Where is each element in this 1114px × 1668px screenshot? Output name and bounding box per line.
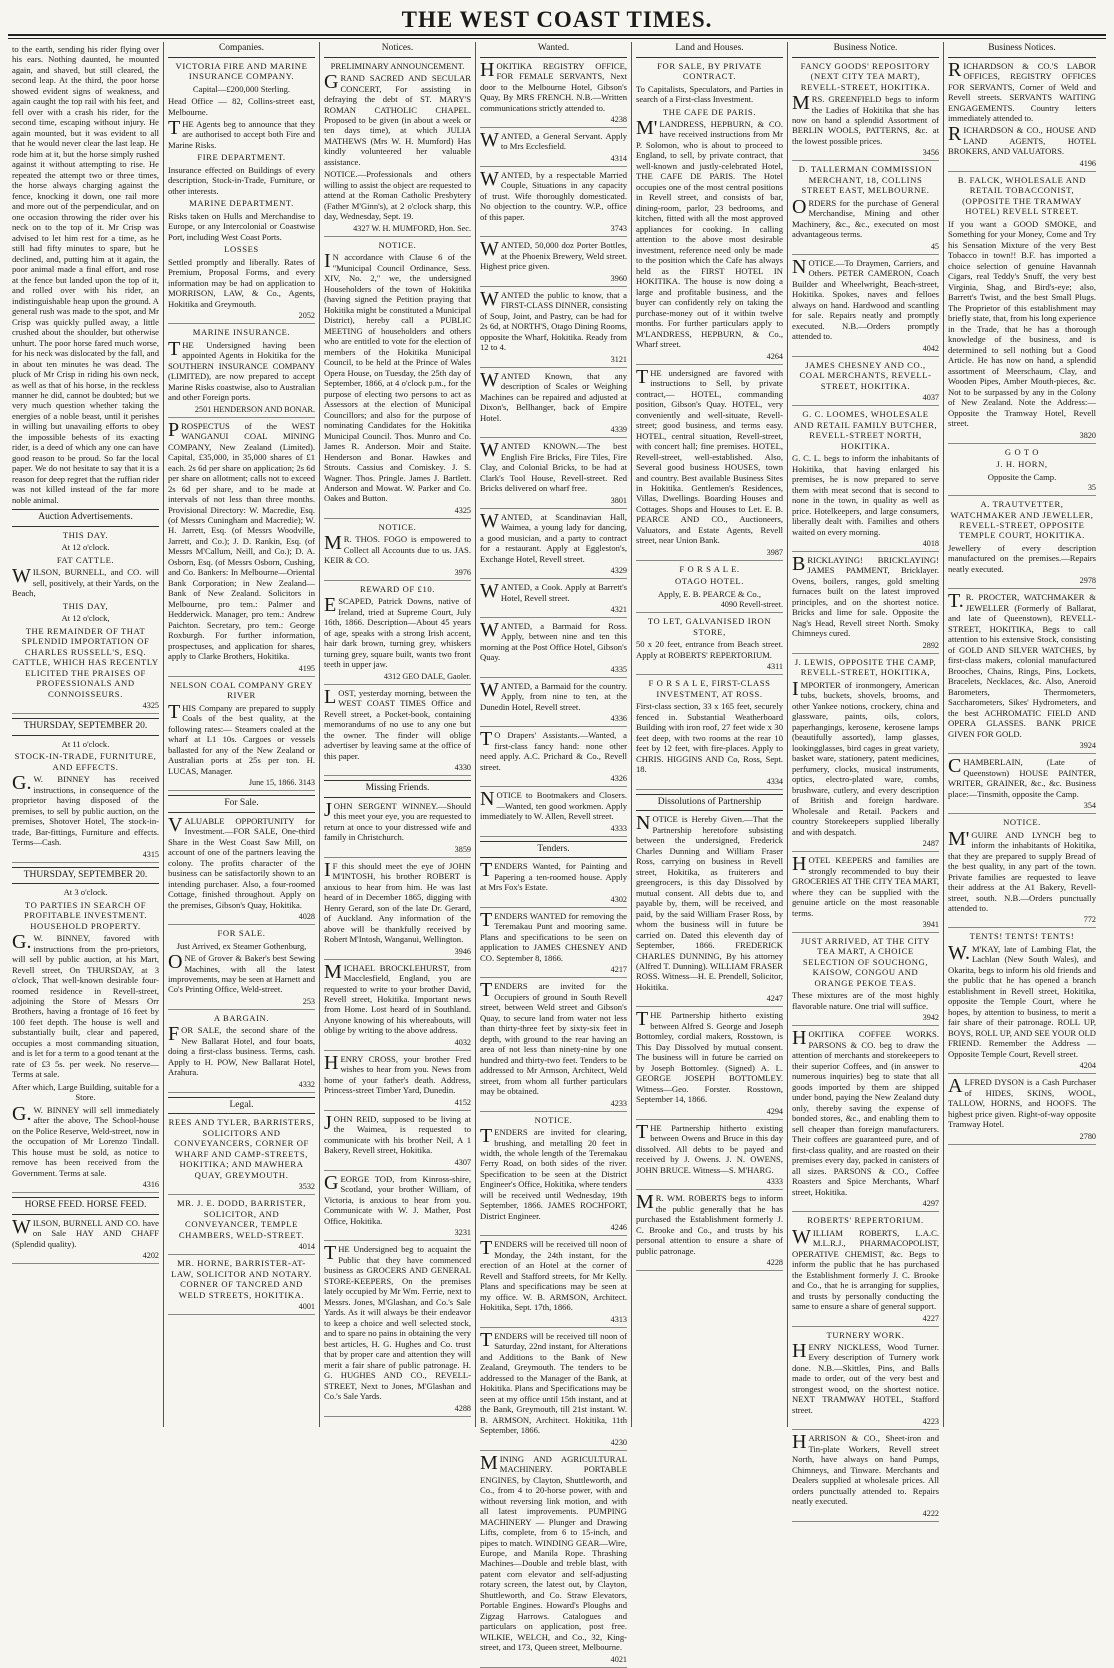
ad-heading: VICTORIA FIRE AND MARINE INSURANCE COMPANY. <box>175 60 308 82</box>
ad-signature: 3942 <box>792 1013 939 1026</box>
ad-signature: 4217 <box>480 965 627 978</box>
ad-heading: G. C. LOOMES, WHOLESALE AND RETAIL FAMILY BUTCHER, REVELL-STREET NORTH, HOKITIKA. <box>793 409 938 451</box>
ad-signature: 3924 <box>948 741 1096 754</box>
ad-text: WANTED KNOWN.—The best English Fire Bricks, Fire Tiles, Fire Clay, and Colonial Bricks, to be had at Clark's Tool House, Revell-street. Red Bricks delivered on wharf free. <box>480 439 627 494</box>
ad-heading: MARINE DEPARTMENT. <box>189 198 294 209</box>
ad-text: IF this should meet the eye of JOHN M'INTOSH, his brother ROBERT is anxious to hear from him. He was last heard of in December 1865, digging with Henry Gerard, son of the late Dr. Gerard, of Auckland. Any information of the above will be thankfully received by Robert M'Intosh, Wanganui, Wellington. <box>324 858 471 945</box>
ad-signature: 3231 <box>324 1228 471 1241</box>
ad-heading: THE REMAINDER OF THAT SPLENDID IMPORTATION OF CHARLES RUSSELL'S, ESQ. CATTLE, WHICH HAS RECENTLY ELICITED THE PRAISES OF PROFESSIONALS AND CONNOISSEURS. <box>12 625 159 699</box>
ad-signature: 4264 <box>636 352 783 365</box>
ad-signature: 2780 <box>948 1132 1096 1145</box>
ad-signature: 4090 Revell-street. <box>636 600 783 613</box>
ad-heading: TO PARTIES IN SEARCH OF PROFITABLE INVESTMENT. HOUSEHOLD PROPERTY. <box>23 899 148 931</box>
ad-heading: TO LET, GALVANISED IRON STORE, <box>647 616 772 637</box>
ad-heading: J. LEWIS, OPPOSITE THE CAMP, REVELL-STREET, HOKITIKA, <box>794 656 937 678</box>
ad-text: ESCAPED, Patrick Downs, native of Ireland, tried at Supreme Court, July 16th, 1866. Description—About 45 years of age, speaks with a strong Irish accent, hair dark brown, turning grey, whiskers turning grey, square built, wants two front teeth in upper jaw. <box>324 594 471 670</box>
ad-signature: June 15, 1866. 3143 <box>168 778 315 791</box>
ad-subhead: At 12 o'clock. <box>61 542 110 553</box>
ad-text: WANTED the public to know, that a FIRST-CLASS DINNER, consisting of Soup, Joint, and Pastry, can be had for 2s 6d, at NORTH'S, Otago Dining Rooms, opposite the Wharf, Hokitika. Ready from 12 to 4. <box>480 287 627 353</box>
ad-signature: 4021 <box>480 1655 627 1668</box>
ad-text: NOTICE.—To Draymen, Carriers, and Others. PETER CAMERON, Coach Builder and Wheelwright, Beach-street, Hokitika. Spokes, naves and felloes always on hand. Hardwood and scantling for sale. Repairs neatly and promptly executed. N.B.—Orders promptly attended to. <box>792 255 939 342</box>
ad-signature: 772 <box>948 915 1096 928</box>
ad-text: First-class section, 33 x 165 feet, securely fenced in. Substantial Weatherboard Building with iron roof, 27 feet wide x 30 feet deep, with two rooms at the rear 10 feet by 12 feet, with fire-places. Apply to CHRIS. HIGGINS AND Co, Ross, Sept. 18. <box>636 701 783 775</box>
ad-text: THE Partnership hitherto existing between Alfred S. George and Joseph Bottomley, cordial makers, Rosstown, is This Day Dissolved by mutual consent. The business will in future be carried on by Joseph Bottomley. (Signed) A. L. GEORGE JOSEPH BOTTOMLEY. Witness—Geo. Forster. Rosstown, September 14, 1866. <box>636 1008 783 1105</box>
ad-text: HOKITIKA REGISTRY OFFICE, FOR FEMALE SERVANTS, Next door to the Melbourne Hotel, Gibson's Quay, By MRS FRENCH. N.B.—Written communications strictly attended to. <box>480 58 627 113</box>
ad-signature: 4195 <box>168 664 315 677</box>
ad-heading: FIRE DEPARTMENT. <box>197 152 286 163</box>
ad-signature: 4037 <box>792 393 939 406</box>
ad-text: TO Drapers' Assistants.—Wanted, a first-class fancy hand: none other need apply. A.C. Prichard & Co., Revell street. <box>480 728 627 772</box>
column-heading: Wanted. <box>480 42 627 58</box>
ad-signature: 4288 <box>324 1404 471 1417</box>
ad-text: WANTED, a General Servant. Apply to Mrs Ecclesfield. <box>480 129 627 152</box>
ad-subhead: At 11 o'clock. <box>61 738 110 749</box>
ad-signature: 4204 <box>948 1061 1096 1074</box>
ad-text: MR. THOS. FOGO is empowered to Collect all Accounts due to us. JAS. KEIR & CO. <box>324 532 471 566</box>
ad-signature: 3946 <box>324 947 471 960</box>
ad-signature: 4028 <box>168 912 315 925</box>
ad-signature: 4335 <box>480 665 627 678</box>
ad-text: T.R. PROCTER, WATCHMAKER & JEWELLER (Formerly of Ballarat, and late of Queenstown), REVELL-STREET, HOKITIKA, Begs to call attention to his extensive Stock, consisting of GOLD AND SILVER WATCHES, by first-class makers, colonial manufactured Brooches, Chains, Rings, Pins, Lockets, Bracelets, Necklaces, &c. Also, Aneroid Barometers, Thermometers, Saccharometers, Sikes' Hydrometers, and the best ACHROMATIC FIELD AND OPERA GLASSES. BANK PRICE GIVEN FOR GOLD. <box>948 590 1096 739</box>
ad-heading: A. TRAUTVETTER, WATCHMAKER AND JEWELLER, REVELL-STREET, OPPOSITE TEMPLE COURT, HOKITIKA. <box>950 499 1094 541</box>
ad-text: THE Agents beg to announce that they are authorised to accept both Fire and Marine Risks. <box>168 117 315 150</box>
column-heading: Land and Houses. <box>636 42 783 58</box>
ad-text: G.W. BINNEY has received instructions, in consequence of the proprietor having disposed of the premises, to sell by public auction, on the premises, Shotover Hotel, The stock-in-trade, Bar-fittings, Furniture and effects. Terms—Cash. <box>12 772 159 848</box>
ad-heading: FOR SALE. <box>217 928 266 939</box>
ad-signature: 4001 <box>168 1302 315 1315</box>
ad-subhead: Capital—£200,000 Sterling. <box>192 83 291 94</box>
ad-heading: NOTICE. <box>378 239 417 250</box>
masthead: THE WEST COAST TIMES. <box>401 7 713 32</box>
ad-signature: 4227 <box>792 1314 939 1327</box>
ad-heading: JUST ARRIVED, AT THE CITY TEA MART, A CHOICE SELECTION OF SOUCHONG, KAISOW, CONGOU AND ORANGE PEKOE TEAS. <box>800 936 931 988</box>
ad-signature: 4329 <box>480 566 627 579</box>
ad-text: HOKITIKA COFFEE WORKS. PARSONS & CO. beg to draw the attention of merchants and storekeepers to their superior Coffees, and (in answer to numerous inquiries) beg to state that all goods imported by them are shipped under bond, paying the New Zealand duty only, thereby saving the expense of bonded stores, &c., and enabling them to sell cheaper than foreign manufacturers. Their coffees are guaranteed pure, and of first-class quality, and are roasted on their premises every day, packed in canisters of all sizes. PARSONS & CO., Coffee Roasters and Spice Merchants, Wharf street, Hokitika. <box>792 1027 939 1197</box>
ad-signature: 4222 <box>792 1509 939 1522</box>
section-heading: THURSDAY, SEPTEMBER 20. <box>12 718 159 736</box>
ad-heading: A BARGAIN. <box>213 1012 270 1023</box>
ad-text: JOHN SERGENT WINNEY.—Should this meet your eye, you are requested to return at once to your distressed wife and family in Christchurch. <box>324 798 471 843</box>
ad-text: GRAND SACRED AND SECULAR CONCERT, For assisting in defraying the debt of ST. MARY'S ROMAN CATHOLIC CHAPEL. Proposed to be given (in about a week or ten days time), at which JULIA MATHEWS (Mrs W. H. Mumford) Has kindly volunteered her valuable assistance. <box>324 71 471 167</box>
ad-text: Head Office — 82, Collins-street east, Melbourne. <box>168 96 315 117</box>
ad-heading: FAT CATTLE. <box>56 554 115 565</box>
ad-heading: OTAGO HOTEL. <box>674 576 745 587</box>
ad-signature: 4312 GEO DALE, Gaoler. <box>324 672 471 685</box>
ad-text: THE Undersigned beg to acquaint the Public that they have commenced business as GROCERS AND GENERAL STORE-KEEPERS, On the premises lately occupied by Mr Wm. Ferrie, next to Messrs. Jones, M'Glashan, and Co.'s Sale Yards. As it will always be their endeavor to keep a choice and well selected stock, and to spare no pains in obtaining the very best articles, H. G. Hughes and Co. trust that by proper care and attention they will merit a fair share of public patronage. H. G. HUGHES AND CO., REVELL-STREET, Next to Jones, M'Glashan and Co.'s Sale Yards. <box>324 1242 471 1402</box>
ad-text: WANTED, a Cook. Apply at Barrett's Hotel, Revell street. <box>480 580 627 603</box>
ad-signature: 3121 <box>480 355 627 368</box>
ad-signature: 4223 <box>792 1417 939 1430</box>
section-heading: For Sale. <box>168 795 315 813</box>
ad-heading: FOR SALE, BY PRIVATE CONTRACT. <box>657 60 762 82</box>
ad-text: M'LANDRESS, HEPBURN, & CO. have received instructions from Mr P. Solomon, who is about to proceed to England, to sell, by private contract, that well-known and justly-celebrated Hotel, THE CAFE DE PARIS. The Hotel occupies one of the most central positions in Revell street, and consists of bar, dining-room, parlor, 23 bedrooms, and kitchen, fitted with all the most approved appliances for cooking. In calling attention to the above most desirable investment, reference need only be made to the position which the Cafe has always held as the FIRST HOTEL IN HOKITIKA. The house is now doing a large and profitable business, and the buyer can confidently rely on taking the purchase-money out of it within twelve months. For further particulars apply to M'LANDRESS, HEPBURN, & Co., Wharf street. <box>636 117 783 350</box>
ad-heading: REWARD OF £10. <box>359 583 435 594</box>
ad-text: TENDERS are invited for clearing, brushing, and metalling 20 feet in width, the whole length of the Teremakau Ferry Road, on both sides of the river. Specification to be seen at the District Engineer's Office, Hokitika, where tenders will be received until Wednesday, 19th September, 1866. JAMES ROCHFORT, District Engineer. <box>480 1125 627 1221</box>
ad-signature: 4307 <box>324 1158 471 1171</box>
ad-text: BRICKLAYING! BRICKLAYING! JAMES PAMMENT, Bricklayer. Ovens, boilers, ranges, gold smelting furnaces built on the latest improved principles, and on the shortest notice. Bricks and lime for sale. Opposite the Nag's Head, Revell street North. Smoky Chimneys cured. <box>792 552 939 639</box>
ad-text: to the earth, sending his rider flying over his ears. Nothing daunted, he mounted again, and shaved, but still cleared, the second leap. At the third, the poor horse showed evident signs of weakness, and again caught the top rail with his feet, and fell over with a crash his rider, for the second time, escaping without injury. He again mounted, but it was evident to all that he would never clear the last leap. He rode him at it, but the horse simply rushed against it without attempting to rise. He repeated the attempt two or three times, the horse always charging against the fence, knocking it down, one rail more and more out of the perpendicular, and on one occasion throwing the rider over his neck on to the top of it. Mr Crisp was advised to let him rest for a time, as he still had fifty minutes to spare, but he declined, and, putting him at it again, the poor animal made a final effort, and rose at the fence but landed upon the top of it, and rolled over with his rider, an indistinguishable heap upon the ground. A general rush was made to the spot, and Mr Crisp was quickly pulled away, a little crushed about the shoulder, but otherwise unhurt. The poor horse fared much worse, for his neck was dislocated by the fall, and in about ten minutes he was dead. The pluck of Mr Crisp in riding his own neck, as well as that of his horse, in the reckless manner he did, cannot be doubted; but we very much question whether taking the energies of a noble beast, until it perishes in willing but unavailing efforts to obey the impossible behests of its exacting rider, is a deed of which any one can have good reason to be proud. So far the local paper. We do not hesitate to say that it is a reason for deep regret that the ruffian rider was not killed instead of the far more noble animal. <box>12 44 159 505</box>
ad-signature: 4330 <box>324 763 471 776</box>
ad-signature: 4196 <box>948 159 1096 172</box>
ad-text: PROSPECTUS of the WEST WANGANUI COAL MINING COMPANY, New Zealand (Limited). Capital, £35,000, in 35,000 shares of £1 each. 2s 6d per share on application; 2s 6d per share on allotment; calls not to exceed 2s 6d per share, and to be made at intervals of not less than three months. Provisional Directory: W. Macredie, Esq. (of Messrs Cuningham and Macredie); W. H. Jarrett, Esq. (of Messrs Woodville, Jarrett, and Co.); J. D. Rankin, Esq. (of Messrs M'Callum, Neill, and Co.); D. A. Osborn, Esq. (of Messrs Osborn, Cushing, and Co. Bankers: In Melbourne—Oriental Bank Corporation; in New Zealand—Bank of New Zealand. Solicitors in Melbourne, pro tem.: Palmer and Hedderwick. Manager, pro tem.: Andrew Paichton. Secretary, pro tem.: George Roxburgh. For further information, prospectuses, and application for shares, apply to Clarke Brothers, Hokitika. <box>168 418 315 662</box>
ad-text: THE undersigned are favored with instructions to Sell, by private contract,— HOTEL, commanding position, Gibson's Quay. HOTEL, very conveniently and well-situate, Revell-street; good business, and terms easy. HOTEL, central situation, Revell-street, with concert hall; fine premises. HOTEL, Revell-street, well-established. Also, Several good business HOUSES, town and country. Best available Business Sites in Hokitika. Gentlemen's Residences, Villas, Dwellings. Boarding Houses and Cottages. Shops and Houses to Let. E. B. PEARCE AND CO., Auctioneers, Valuators, and Estate Agents, Revell street, near Union Bank. <box>636 365 783 546</box>
ad-signature: 4246 <box>480 1223 627 1236</box>
ad-text: These mixtures are of the most highly flavorable nature. One trial will suffice. <box>792 990 939 1011</box>
section-heading: Dissolutions of Partnership <box>636 794 783 812</box>
ad-signature: 4316 <box>12 1180 159 1193</box>
ad-signature: 4326 <box>480 774 627 787</box>
ad-heading: TURNERY WORK. <box>826 1329 905 1340</box>
ad-text: Settled promptly and liberally. Rates of Premium, Proposal Forms, and every information may be had on application to MORRISON, LAW, & Co., Agents, Hokitika and Greymouth. <box>168 256 315 309</box>
section-heading: Auction Advertisements. <box>12 509 159 527</box>
ad-heading: NOTICE. <box>534 1114 573 1125</box>
section-heading: HORSE FEED. HORSE FEED. <box>12 1197 159 1215</box>
ad-signature: 4042 <box>792 344 939 357</box>
ad-heading: F O R S A L E. <box>679 563 740 574</box>
ad-heading: G O T O <box>1004 446 1040 457</box>
ad-signature: 3801 <box>480 496 627 509</box>
ad-text: TENDERS will be received till noon of Monday, the 24th instant, for the erection of an Hotel at the corner of Revell and Stafford streets, for Mr Kelly. Plans and specifications may be seen at my office. W. B. ARMSON, Architect. Hokitika, Sept. 17th, 1866. <box>480 1237 627 1313</box>
ad-signature: 4325 <box>324 506 471 519</box>
ad-text: JOHN REID, supposed to be living at the Waimea, is requested to communicate with his brother Neil, A 1 Bakery, Revell street, Hokitika. <box>324 1111 471 1156</box>
ad-heading: D. TALLERMAN COMMISSION MERCHANT, 18, COLLINS STREET EAST, MELBOURNE. <box>798 164 933 196</box>
ad-heading: LOSSES <box>224 244 259 255</box>
ad-text: M'GUIRE AND LYNCH beg to inform the inhabitants of Hokitika, that they are prepared to supply Bread of the best quality, in any part of the town. Private families are requested to leave their address at the A1 Bakery, Revell-street, south. N.B.—Orders punctually attended to. <box>948 827 1096 913</box>
ad-text: WILSON, BURNELL, and CO. will sell, positively, at their Yards, on the Beach, <box>12 565 159 599</box>
ad-signature: 4297 <box>792 1199 939 1212</box>
column-3 <box>320 42 476 1427</box>
ad-text: G.W. BINNEY, favored with instructions from the pro-prietors, will sell by public auction, at his Mart, Revell street, On THURSDAY, at 3 o'clock, That well-known desirable four-roomed residence in Revell-street, adjoining the Store of Messrs Orr Brothers, having a frontage of 16 feet by 100 feet depth. The house is well and substantially built, clear and papered, occupies a most commanding situation, and is let for a term to a good tenant at the rate of £3 5s. per week. No reserve—Terms at sale. <box>12 931 159 1080</box>
ad-subhead: At 12 o'clock, <box>61 613 110 624</box>
ad-subhead: After which, Large Building, suitable for a Store. <box>12 1081 159 1103</box>
ad-signature: 4018 <box>792 539 939 552</box>
ad-signature: 253 <box>168 997 315 1010</box>
ad-heading: F O R S A L E, FIRST-CLASS INVESTMENT, AT ROSS. <box>648 678 771 699</box>
ad-heading: STOCK-IN-TRADE, FURNITURE, AND EFFECTS. <box>14 751 157 772</box>
ad-text: THE Undersigned having been appointed Agents in Hokitika for the SOUTHERN INSURANCE COMPANY (LIMITED), are now prepared to accept Marine Risks coastwise, also to Australian and other Foreign ports. <box>168 337 315 403</box>
ad-text: 50 x 20 feet, entrance from Beach street. Apply at ROBERTS' REPERTORIUM. <box>636 639 783 660</box>
ad-signature: 3976 <box>324 568 471 581</box>
ad-signature: 2501 HENDERSON AND BONAR. <box>168 405 315 418</box>
column-4 <box>476 42 632 1664</box>
column-6 <box>788 42 944 1518</box>
ad-signature: 4202 <box>12 1251 159 1264</box>
ad-heading: MARINE INSURANCE. <box>192 327 291 338</box>
ad-text: NOTICE.—Professionals and others willing to assist the object are requested to attend at the Roman Catholic Presbytery (Father M'Ginn's), at 2 o'clock sharp, this day, Wednesday, Sept. 19. <box>324 169 471 222</box>
ad-text: HARRISON & CO., Sheet-iron and Tin-plate Workers, Revell street North, have always on hand Pumps, Chimneys, and Tinware. Merchants and Dealers supplied at wholesale prices. All orders punctually attended to. Repairs neatly executed. <box>792 1431 939 1507</box>
ad-text: RICHARDSON & CO., HOUSE AND LAND AGENTS, HOTEL BROKERS, AND VALUATORS. <box>948 123 1096 157</box>
ad-text: HOTEL KEEPERS and families are strongly recommended to buy their GROCERIES AT THE CITY TEA MART, where they can be supplied with the genuine article on the most reasonable terms. <box>792 853 939 918</box>
ad-signature: 2487 <box>792 839 939 852</box>
ad-signature: 3859 <box>324 845 471 858</box>
column-heading: Business Notice. <box>792 42 939 58</box>
ad-text: THIS Company are prepared to supply Coals of the best quality, at the following rates:— Steamers coaled at the wharf at L1 10s. Cargoes or vessels ballasted for any of the New Zealand or Australian ports at 25s per ton. H. LUCAS, Manager. <box>168 700 315 776</box>
ad-signature: 4334 <box>636 777 783 790</box>
ad-signature: 4339 <box>480 425 627 438</box>
ad-signature: 4302 <box>480 895 627 908</box>
ad-signature: 4325 <box>12 701 159 714</box>
section-heading: Missing Friends. <box>324 780 471 798</box>
ad-text: MRS. GREENFIELD begs to inform the Ladies of Hokitika that she has now on hand a splendid Assortment of BERLIN WOOLS, PATTERNS, &c. at the lowest possible prices. <box>792 92 939 146</box>
ad-heading: FANCY GOODS' REPOSITORY (NEXT CITY TEA MART), REVELL-STREET, HOKITIKA. <box>800 60 931 92</box>
ad-signature: 4333 <box>636 1177 783 1190</box>
ad-text: NOTICE to Bootmakers and Closers.—Wanted, ten good workmen. Apply immediately to W. Allen, Revell street. <box>480 788 627 822</box>
ad-text: THE Partnership hitherto existing between Owens and Bruce in this day dissolved. All debts to be payed and received by J. Owens. J. N. OWENS, JOHN BRUCE. Witness—S. M'HARG. <box>636 1120 783 1175</box>
ad-subhead: Opposite the Camp. <box>987 471 1057 482</box>
ad-text: WANTED, 50,000 doz Porter Bottles, at the Phoenix Brewery, Weld street. Highest price given. <box>480 238 627 272</box>
ad-text: LOST, yesterday morning, between the WEST COAST TIMES Office and Revell street, a Pocket-book, containing memorandums of no use to any one but the owner. The finder will oblige advertiser by leaving same at the office of this paper. <box>324 685 471 761</box>
ad-text: CHAMBERLAIN, (Late of Queenstown) HOUSE PAINTER, WRITER, GRAINER, &c., &c. Business place:—Tinsmith, opposite the Camp. <box>948 755 1096 799</box>
ad-signature: 4032 <box>324 1038 471 1051</box>
ad-signature: 2978 <box>948 576 1096 589</box>
ad-heading: NOTICE. <box>378 521 417 532</box>
ad-heading: THIS DAY, <box>62 600 109 611</box>
ad-text: NOTICE is Hereby Given.—That the Partnership heretofore subsisting between the undersigned, Frederick Charles Dunning and William Fraser Ross, carrying on business in Revell street, Hokitika, as fruiterers and greengrocers, is this day Dissolved by mutual consent. All debts due to, and payable by, them, will be received, and paid, by the said William Fraser Ross, by whom the business will in future be carried on. Dated this eleventh day of September, 1866. FREDERICK CHARLES DUNNING, By his attorney (Alfred T. Dunning). WILLIAM FRASER ROSS. Witness—H. E. Prendell, Solicitor, Hokitika. <box>636 812 783 992</box>
ad-signature: 3456 <box>792 148 939 161</box>
ad-signature: 3532 <box>168 1182 315 1195</box>
ad-text: W.M'KAY, late of Lambing Flat, the Lachlan (New South Wales), and Okarita, begs to inform his old friends and the public that he has opened a branch establishment in Revell street, Hokitika, opposite the Temple Court, where he hopes, by attention to business, to merit a fair share of their patronage. ROLL UP, BOYS, ROLL UP, AND SEE YOUR OLD FRIEND. Remember the Address — Opposite Temple Court, Revell street. <box>948 941 1096 1059</box>
ad-text: IN accordance with Clause 6 of the "Municipal Council Ordinance, Sess. XIV, No. 2," we, the undersigned Householders of the town of Hokitika (having signed the Petition praying that Hokitika might be constituted a Municipal District), hereby call a PUBLIC MEETING of householders and others who are entitled to vote for the election of members of the Hokitika Municipal Council, to be held at the Prince of Wales Opera House, on Tuesday, the 25th day of September, 1866, at 4 o'clock p.m., for the purpose of electing two persons to act as Assessors at the election of Municipal Councillors; and also for the purpose of nominating Candidates for the Hokitika Municipal Council. Thos. Munro and Co. James R. Anderson. Moir and Staite. Henderson and Bonar. Hawkes and Strouts. Cassius and Comiskey. J. S. Wagner. Thos. Pringle. James J. Bartlett. Anderson and Mowat. W. Parker and Co. Oakes and Button. <box>324 250 471 504</box>
ad-signature: 35 <box>948 483 1096 496</box>
ad-subhead: At 3 o'clock. <box>63 887 108 898</box>
ad-signature: 4152 <box>324 1098 471 1111</box>
ad-text: TENDERS Wanted, for Painting and Papering a ten-roomed house. Apply at Mrs Fox's Estate. <box>480 859 627 893</box>
ad-text: To Capitalists, Speculators, and Parties in search of a First-class Investment. <box>636 83 783 105</box>
column-1 <box>8 42 164 1427</box>
ad-text: ONE of Grover & Baker's best Sewing Machines, with all the latest improvements, may be seen at Harnett and Co's Printing Office, Weld-street. <box>168 951 315 995</box>
ad-text: WILLIAM ROBERTS, L.A.C. M.L.R.J., PHARMACOPOLIST, OPERATIVE CHEMIST, &c. Begs to inform the public that he has purchased the Establishment formerly J. C. Brooke and Co., that he is arranging for supplies, and trusts by personally conducting the same to ensure a share of general support. <box>792 1225 939 1312</box>
ad-text: IMPORTER of ironmongery, American tubs, buckets, shovels, brooms, and other Yankee notions, crockery, china and glassware, paints, oils, colors, paperhangings, kerosene, kerosene lamps (beautifully assorted), lamp glasses, lookingglasses, bird cages in great variety, basket ware, stationery, patent medicines, perfumery, clocks, musical instruments, optics, electro-plated ware, combs, brushware, cutlery, and every description of British and foreign hardware. Wholesale and Retail. Packers and country Storekeepers supplied liberally and with despatch. <box>792 677 939 837</box>
ad-text: WANTED, by a respectable Married Couple, Situations in any capacity of trust. Wife thoroughly domesticated. No objection to the country. W.P., office of this paper. <box>480 167 627 222</box>
columns <box>8 42 1106 1664</box>
ad-text: WANTED, a Barmaid for the country. Apply, from nine to ten, at the Dunedin Hotel, Revell street. <box>480 678 627 712</box>
ad-signature: 4294 <box>636 1107 783 1120</box>
ad-signature: 4315 <box>12 850 159 863</box>
ad-heading: JAMES CHESNEY AND CO., COAL MERCHANTS, REVELL-STREET, HOKITIKA. <box>799 359 932 391</box>
section-heading: THURSDAY, SEPTEMBER 20. <box>12 867 159 885</box>
ad-heading: NOTICE. <box>1003 817 1041 828</box>
ad-text: HENRY NICKLESS, Wood Turner. Every description of Turnery work done. N.B.—Skittles, Pins, and Balls made to order, out of the very best and strongest wood, on the shortest notice. NEXT TRAMWAY HOTEL, Stafford street. <box>792 1339 939 1415</box>
column-5 <box>632 42 788 1427</box>
ad-text: RICHARDSON & CO.'S LABOR OFFICES, REGISTRY OFFICES FOR SERVANTS, Corner of Weld and Revell streets. SERVANTS WAITING ENGAGEMENTS. Country letters immediately attended to. <box>948 58 1096 123</box>
ad-signature: 4238 <box>480 115 627 128</box>
column-2 <box>164 42 320 1427</box>
ad-signature: 4333 <box>480 824 627 837</box>
ad-signature: 4332 <box>168 1080 315 1093</box>
ad-signature: 4230 <box>480 1438 627 1451</box>
ad-text: TENDERS WANTED for removing the Teremakau Punt and mooring same. Plans and specifications to be seen on application to JAMES CHESNEY AND CO. September 8, 1866. <box>480 908 627 963</box>
ad-text: HENRY CROSS, your brother Fred wishes to hear from you. News from home of your father's death. Address, Princess-street Timber Yard, Dunedin. <box>324 1051 471 1096</box>
ad-subhead: Apply, E. B. PEARCE & Co., <box>657 588 762 599</box>
ad-heading: TENTS! TENTS! TENTS! <box>969 931 1075 942</box>
ad-signature: 4327 W. H. MUMFORD, Hon. Sec. <box>324 224 471 237</box>
ad-signature: 4228 <box>636 1258 783 1271</box>
ad-text: FOR SALE, the second share of the New Ballarat Hotel, and four boats, doing a first-class business. Terms, cash. Apply to H. POW, New Ballarat Hotel, Arahura. <box>168 1023 315 1078</box>
ad-signature: 45 <box>792 242 939 255</box>
ad-signature: 4313 <box>480 1315 627 1328</box>
ad-signature: 3987 <box>636 548 783 561</box>
ad-text: WANTED, a Barmaid for Ross. Apply, between nine and ten this morning at the Post Office Hotel, Gibson's Quay. <box>480 618 627 663</box>
ad-signature: 2052 <box>168 311 315 324</box>
ad-text: Risks taken on Hulls and Merchandise to Europe, or any Intercolonial or Coastwise Port, including West Coast Ports. <box>168 210 315 242</box>
ad-heading: MR. J. E. DODD, BARRISTER, SOLICITOR, AND CONVEYANCER, TEMPLE CHAMBERS, WELD-STREET. <box>176 1198 306 1240</box>
section-heading: Legal. <box>168 1097 315 1115</box>
ad-signature: 2892 <box>792 641 939 654</box>
ad-signature: 3960 <box>480 274 627 287</box>
ad-text: MICHAEL BROCKLEHURST, from Macclesfield, England, you are requested to write to your brother David, Revell street, Hokitika. Important news from Home. Lost heard of in Southland. Anyone knowing of his whereabouts, will oblige by writing to the above address. <box>324 960 471 1036</box>
ad-signature: 4336 <box>480 714 627 727</box>
ad-heading: THE CAFE DE PARIS. <box>662 106 757 117</box>
ad-heading: J. H. HORN, <box>996 459 1048 470</box>
ad-heading: THIS DAY. <box>62 529 109 540</box>
ad-signature: 4314 <box>480 154 627 167</box>
ad-heading: REES AND TYLER, BARRISTERS, SOLICITORS AND CONVEYANCERS, CORNER OF WHARF AND CAMP-STREETS, HOKITIKA; AND MAWHERA QUAY, GREYMOUTH. <box>168 1117 315 1180</box>
ad-heading: ROBERTS' REPERTORIUM. <box>807 1215 924 1226</box>
column-7 <box>944 42 1100 1427</box>
ad-text: MR. WM. ROBERTS begs to inform the public generally that he has purchased the Establishment formerly J. C. Brooke and Co., and trusts by his personal attention to ensure a share of public patronage. <box>636 1191 783 1256</box>
column-heading: Companies. <box>168 42 315 58</box>
ad-signature: 4247 <box>636 994 783 1007</box>
ad-text: G. C. L. begs to inform the inhabitants of Hokitika, that having enlarged his premises, he is now prepared to serve them with meat second that is second to none in the town, in quality as well as price. Hotelkeepers, and large consumers, liberally dealt with. Families and others waited on every morning. <box>792 453 939 537</box>
ad-subhead: Just Arrived, ex Steamer Gothenburg, <box>176 940 307 951</box>
ad-text: WANTED, at Scandinavian Hall, Waimea, a young lady for dancing, a good musician, and a party to contract for a restaurant. Apply at Eggleston's, Exchange Hotel, Revell street. <box>480 509 627 564</box>
ad-heading: MR. HORNE, BARRISTER-AT-LAW, SOLICITOR AND NOTARY. CORNER OF TANCRED AND WELD STREETS, HOKITIKA. <box>171 1258 312 1300</box>
section-heading: Tenders. <box>480 841 627 859</box>
ad-text: ORDERS for the purchase of General Merchandise, Mining and other Machinery, &c., &c., executed on most advantageous terms. <box>792 195 939 240</box>
ad-signature: 354 <box>948 801 1096 814</box>
masthead-rule <box>8 34 1106 39</box>
ad-signature: 4321 <box>480 605 627 618</box>
ad-text: WANTED Known, that any description of Scales or Weighing Machines can be repaired and adjusted at Dixon's, Bellhanger, back of Empire Hotel. <box>480 368 627 423</box>
ad-signature: 3820 <box>948 431 1096 444</box>
ad-text: Jewellery of every description manufactured on the premises.—Repairs neatly executed. <box>948 542 1096 574</box>
ad-text: G.W. BINNEY will sell immediately after the above, The School-house on the Police Reserve, Weld-street, now in the occupation of Mr Lorenzo Tindall. This house must be sold, as notice to remove has been received from the Government. Terms at sale. <box>12 1102 159 1178</box>
ad-signature: 3743 <box>480 224 627 237</box>
ad-text: If you want a GOOD SMOKE, and Something for your Money, Come and Try his Sensation Mixture of the very Best Tobacco in town!! B.F. has imported a choice selection of genuine Havannah Cigars, real Teddy's Snuff, the very best Virginia, Shag, and Bird's-eye; also, Barrett's Twist, and the best Small Plugs. The Proprietor of this establishment may briefly state, that, from his long experience in the Trade, that he has a thorough knowledge of the business, and is determined to sell nothing but a Good Article. He has now on hand, a splendid assortment of Meerschaum, Clay, and Wooden Pipes, Amber Mouth-pieces, &c. Not to be surpassed by any in the Colony of New Zealand. Note the Address:— Opposite the Tramway Hotel, Revell street. <box>948 218 1096 429</box>
ad-text: TENDERS will be received till noon of Saturday, 22nd instant, for Alterations and Additions to the Bank of New Zealand, Greymouth. The tenders to be addressed to the Manager of the Bank, at Hokitika. Plans and Specifications may be seen at my office until 15th instant, and at the Bank, Greymouth, till 21st instant. W. B. ARMSON, Architect. Hokitika, 11th September, 1866. <box>480 1328 627 1436</box>
ad-subhead: PRELIMINARY ANNOUNCEMENT. <box>330 60 465 71</box>
ad-text: GEORGE TOD, from Kinross-shire, Scotland, your brother William, of Victoria, is anxious to hear from you. Communicate with W. J. Mather, Post Office, Hokitika. <box>324 1171 471 1226</box>
ad-text: WILSON, BURNELL AND CO. have on Sale HAY AND CHAFF (Splendid quality). <box>12 1215 159 1249</box>
column-heading: Business Notices. <box>948 42 1096 58</box>
ad-text: TENDERS are invited for the Occupiers of ground in South Revell street, between Weld street and Gibson's Quay, to secure land from water not less than thirty-three feet by sixty-six feet in depth, with ground to the rear having an area of not less than ninety-nine by one hundred and thirty-two feet. Tenders to be addressed to Mr Armson, Architect, Weld street, from whom all further particulars may be obtained. <box>480 979 627 1097</box>
ad-heading: NELSON COAL COMPANY GREY RIVER <box>169 679 314 701</box>
ad-text: VALUABLE OPPORTUNITY for Investment.—FOR SALE, One-third Share in the West Coast Saw Mill, on account of one of the partners leaving the colony. The profits character of the business can be satisfactorily shown to an intending purchaser. Also, a four-roomed Cottage, finished throughout. Apply on the premises, Gibson's Quay, Hokitika. <box>168 813 315 910</box>
ad-text: ALFRED DYSON is a Cash Purchaser of HIDES, SKINS, WOOL, TALLOW, HORNS, and HOOFS. The highest price given. Right-of-way opposite Tramway Hotel. <box>948 1075 1096 1130</box>
ad-signature: 4233 <box>480 1099 627 1112</box>
ad-heading: B. FALCK, WHOLESALE AND RETAIL TOBACCONIST, (OPPOSITE THE TRAMWAY HOTEL) REVELL STREET. <box>957 174 1087 217</box>
column-heading: Notices. <box>324 42 471 58</box>
ad-signature: 4014 <box>168 1242 315 1255</box>
ad-signature: 4311 <box>636 662 783 675</box>
ad-signature: 3941 <box>792 920 939 933</box>
ad-text: Insurance effected on Buildings of every description, Stock-in-Trade, Furniture, or other interests. <box>168 164 315 196</box>
ad-text: MINING AND AGRICULTURAL MACHINERY. PORTABLE ENGINES, by Clayton, Shuttleworth, and Co., from 4 to 20-horse power, with and without reversing link motion, and with all latest improvements. PUMPING MACHINERY — Plunger and Drawing Lifts, complete, from 6 to 15-inch, and pipes to match. WINDING GEAR—Wire, Europe, and Manila Rope. Thrashing Machines—Double and treble blast, with patent corn elevator and self-adjusting rotary screen, the latest out, by Clayton, Shuttleworth, and Co. Straw Elevators, Portable Engines. Howard's Ploughs and Zigzag Harrows. Catalogues and particulars on application, post free. WILKIE, WELCH, and Co., 32, King-street, and 173, Queen street, Melbourne. <box>480 1451 627 1653</box>
